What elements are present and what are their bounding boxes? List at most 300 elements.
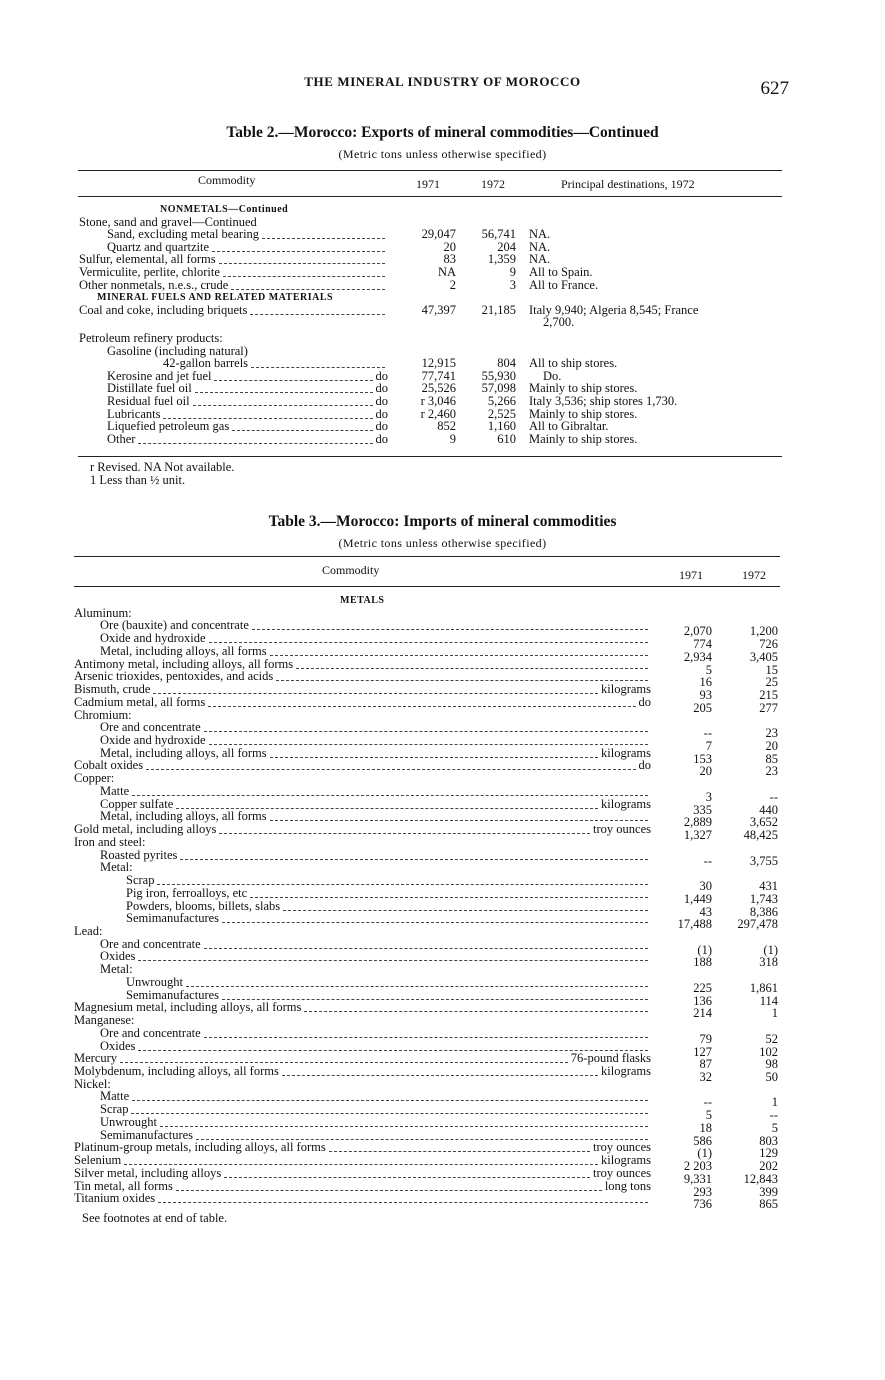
value-1971: 9 [449,431,456,446]
section-heading: NONMETALS—Continued [160,204,289,215]
row-label-text: Gasoline (including natural) [107,343,248,358]
value-1972: 8,386 [749,904,778,919]
value-1971: 2,889 [683,815,712,830]
row-unit: kilograms [601,682,651,697]
value-1972: 56,741 [481,227,516,242]
row-label [100,1103,651,1116]
row-label-text: Iron and steel: [74,834,146,849]
row-label-text: Titanium oxides [74,1191,156,1206]
value-1972: (1) [763,942,778,957]
table3-header-rule [74,586,780,587]
row-label-text: Tin metal, all forms [74,1178,173,1193]
row-label [74,1180,651,1193]
row-label [126,887,651,900]
principal-destination: NA. [529,239,551,254]
leader-dots [252,629,648,630]
row-unit: troy ounces [593,1165,651,1180]
principal-destination: NA. [529,252,551,267]
row-label-text: Metal: [100,962,133,977]
value-1972: 1 [771,1095,778,1110]
value-1972: 2,525 [487,406,516,421]
table2-header-commodity: Commodity [198,173,256,187]
leader-dots [132,795,648,796]
row-label-text: Unwrought [126,974,183,989]
principal-destination: Italy 3,536; ship stores 1,730. [529,394,678,408]
value-1971: 83 [443,252,456,267]
leader-dots [296,668,648,669]
principal-destination: All to Gibraltar. [529,419,609,434]
value-1972: 85 [765,751,778,766]
row-unit: do [375,381,388,396]
row-label-text: Metal, including alloys, all forms [100,809,267,824]
leader-dots [250,897,648,898]
leader-dots [138,443,372,444]
value-1971: 87 [699,1057,712,1072]
principal-destination: NA. [529,227,551,242]
row-label-text: Unwrought [100,1114,157,1129]
row-label-text: Semimanufactures [100,1127,194,1142]
row-label-text: Metal: [100,860,133,875]
section-heading: METALS [340,595,385,606]
value-1971: 3 [705,789,712,804]
value-1971: 586 [693,1133,712,1148]
leader-dots [276,680,648,681]
value-1972: -- [769,1108,778,1123]
row-unit: do [375,431,388,446]
value-1971: 5 [705,1108,712,1123]
row-label-text: Ore and concentrate [100,936,201,951]
leader-dots [138,960,648,961]
value-1971: 5 [705,662,712,677]
leader-dots [250,314,385,315]
value-1971: 18 [699,1120,712,1135]
row-label-text: 42-gallon barrels [163,356,249,371]
leader-dots [160,1126,648,1127]
leader-dots [204,731,648,732]
row-label-text: Copper sulfate [100,796,174,811]
value-1971: 214 [693,1006,712,1021]
value-1971: (1) [697,1146,712,1161]
row-label [100,950,651,963]
value-1972: 5,266 [487,394,516,408]
value-1972: 98 [765,1057,778,1072]
principal-destination: All to Spain. [529,265,593,279]
leader-dots [219,833,590,834]
row-unit: do [638,694,651,709]
value-1971: 43 [699,904,712,919]
row-unit: long tons [604,1178,651,1193]
table3-header-1971: 1971 [679,568,703,582]
row-label [107,433,388,446]
section-heading: MINERAL FUELS AND RELATED MATERIALS [97,292,334,304]
row-label-text: Oxide and hydroxide [100,733,206,748]
value-1971: 1,449 [683,891,712,906]
row-label-text: Vermiculite, perlite, chlorite [79,265,220,279]
row-label-text: Sulfur, elemental, all forms [79,252,216,267]
row-label [107,420,388,433]
leader-dots [222,922,648,923]
value-1972: 23 [765,764,778,779]
row-label-text: Silver metal, including alloys [74,1165,222,1180]
principal-destination: Italy 9,940; Algeria 8,545; France [529,302,699,317]
row-label-text: Bismuth, crude [74,682,151,697]
value-1972: 57,098 [481,381,516,396]
table-row [0,433,885,446]
row-label-text: Scrap [126,873,155,888]
table-row [0,279,885,292]
row-label-text: Aluminum: [74,605,132,620]
leader-dots [158,1202,648,1203]
table2-footnote-less-than: 1 Less than ½ unit. [90,473,186,487]
value-1972: 25 [765,675,778,690]
row-unit: kilograms [601,1153,651,1168]
row-label-text: Arsenic trioxides, pentoxides, and acids [74,669,274,684]
page-number: 627 [760,78,789,99]
row-label-text: Magnesium metal, including alloys, all forms [74,1000,302,1015]
value-1972: 1 [771,1006,778,1021]
principal-destination: All to France. [529,277,599,292]
row-label-text: Kerosine and jet fuel [107,368,212,383]
value-1972: 114 [759,993,778,1008]
value-1972: 129 [759,1146,778,1161]
leader-dots [329,1151,590,1152]
row-label-text: Liquefied petroleum gas [107,419,230,434]
leader-dots [224,1177,590,1178]
value-1971: 153 [693,751,712,766]
value-1971: (1) [697,942,712,957]
leader-dots [176,1190,602,1191]
principal-destination: All to ship stores. [529,356,618,371]
row-label [100,785,651,798]
row-label-text: Lead: [74,923,103,938]
table-row [0,836,885,849]
value-1971: 93 [699,688,712,703]
row-label-text: Petroleum refinery products: [79,331,223,345]
value-1972: 202 [759,1159,778,1174]
row-label-text: Sand, excluding metal bearing [107,227,260,242]
value-1971: 293 [693,1184,712,1199]
leader-dots [132,1100,648,1101]
table2-top-rule [78,170,782,171]
table-row [0,594,885,607]
leader-dots [282,1075,598,1076]
leader-dots [232,430,372,431]
row-label-text: Molybdenum, including alloys, all forms [74,1064,279,1078]
table2-header-rule [78,196,782,197]
row-label [100,1090,651,1103]
value-1972: 1,160 [487,419,516,434]
row-label-text: Roasted pyrites [100,847,178,862]
table3-header-commodity: Commodity [322,563,380,577]
value-1972: 318 [759,955,778,970]
principal-destination: 2,700. [543,315,575,330]
value-1971: 736 [693,1197,712,1212]
value-1972: 52 [765,1031,778,1046]
value-1972: 610 [497,431,516,446]
value-1971: 20 [699,764,712,779]
leader-dots [157,884,648,885]
value-1971: 7 [705,739,712,754]
value-1971: 77,741 [421,368,456,383]
row-label-text: Quartz and quartzite [107,239,210,254]
row-label [74,1192,651,1205]
value-1972: 55,930 [481,368,516,383]
value-1972: 1,861 [749,980,778,995]
value-1971: -- [703,726,712,741]
row-label [100,1027,651,1040]
row-label-text: Selenium [74,1153,122,1168]
value-1972: 399 [759,1184,778,1199]
value-1972: 50 [765,1070,778,1084]
value-1972: -- [769,789,778,804]
value-1971: 225 [693,980,712,995]
row-label [74,823,651,836]
leader-dots [204,948,648,949]
table2-title: Table 2.—Morocco: Exports of mineral commodities—Continued [226,124,659,141]
row-label-text: Semimanufactures [126,987,220,1002]
principal-destination: Mainly to ship stores. [529,431,638,446]
principal-destination: Mainly to ship stores. [529,381,638,396]
value-1971: 2,934 [683,649,712,664]
row-label [79,279,388,292]
value-1971: 9,331 [683,1171,712,1186]
principal-destination: Mainly to ship stores. [529,406,638,421]
value-1972: 102 [759,1044,778,1059]
value-1972: 3,405 [749,649,778,664]
row-label-text: Matte [100,1089,130,1104]
row-label-text: Antimony metal, including alloys, all forms [74,656,294,671]
row-label-text: Chromium: [74,707,132,722]
value-1971: 852 [437,419,456,434]
value-1971: 188 [693,955,712,970]
row-label-text: Oxide and hydroxide [100,631,206,646]
value-1971: 12,915 [421,356,456,371]
row-label-text: Residual fuel oil [107,394,190,408]
row-label [74,696,651,709]
value-1972: 15 [765,662,778,677]
value-1972: 3,755 [749,853,778,868]
value-1972: 204 [497,239,516,254]
value-1971: 25,526 [421,381,456,396]
value-1972: 5 [771,1120,778,1135]
value-1971: 774 [693,637,712,652]
row-label-text: Manganese: [74,1013,135,1028]
row-unit: troy ounces [593,822,651,837]
value-1971: 30 [699,879,712,894]
row-label-text: Distillate fuel oil [107,381,192,396]
row-label [74,925,102,938]
table2-footnote-revised: r Revised. NA Not available. [90,460,235,474]
value-1971: 2 [449,277,456,292]
row-label-text: Other [107,431,136,446]
value-1971: r 3,046 [420,394,456,408]
value-1971: 32 [699,1070,712,1084]
value-1972: 9 [509,265,516,279]
value-1972: 1,200 [749,624,778,639]
row-label-text: Other nonmetals, n.e.s., crude [79,277,229,292]
table2-header-destinations: Principal destinations, 1972 [561,177,695,191]
value-1971: 127 [693,1044,712,1059]
row-label [100,1040,651,1053]
row-label-text: Powders, blooms, billets, slabs [126,898,281,913]
value-1971: 47,397 [421,302,456,317]
leader-dots [193,405,373,406]
value-1971: 79 [699,1031,712,1046]
value-1972: 48,425 [743,828,778,843]
leader-dots [204,1037,648,1038]
row-label-text: Ore and concentrate [100,1025,201,1040]
row-label [74,1141,651,1154]
table-row [0,1078,885,1091]
row-label [100,645,651,658]
row-label-text: Copper: [74,771,115,786]
table-row [0,304,885,317]
row-unit: do [638,758,651,773]
table2-header-1971: 1971 [416,177,440,191]
value-1972: 20 [765,739,778,754]
row-label [100,747,651,760]
table-row [0,772,885,785]
row-unit: 76-pound flasks [570,1051,651,1066]
table2-subtitle: (Metric tons unless otherwise specified) [338,147,547,161]
value-1971: 205 [693,700,712,715]
leader-dots [209,642,648,643]
leader-dots [270,757,598,758]
row-label-text: Lubricants [107,406,161,421]
leader-dots [153,693,598,694]
leader-dots [131,1113,648,1114]
leader-dots [186,986,648,987]
leader-dots [304,1011,648,1012]
leader-dots [231,289,385,290]
leader-dots [270,820,648,821]
value-1972: 21,185 [481,302,516,317]
row-label-text: Scrap [100,1102,129,1117]
value-1972: 726 [759,637,778,652]
leader-dots [251,367,385,368]
table3-title: Table 3.—Morocco: Imports of mineral commodities [268,513,617,530]
row-unit: do [375,394,388,408]
leader-dots [212,251,385,252]
row-label-text: Pig iron, ferroalloys, etc [126,885,248,900]
row-label-text: Matte [100,783,130,798]
row-label [126,912,651,925]
row-label-text: Metal, including alloys, all forms [100,745,267,760]
leader-dots [209,744,648,745]
row-label [74,670,651,683]
value-1971: -- [703,853,712,868]
table3-top-rule [74,556,780,557]
table3-footnote: See footnotes at end of table. [82,1211,228,1225]
value-1972: 440 [759,802,778,817]
row-label [74,1065,651,1078]
row-label-text: Mercury [74,1051,118,1066]
value-1971: 17,488 [677,917,712,932]
principal-destination: Do. [543,368,562,383]
value-1971: -- [703,1095,712,1110]
value-1971: 2 203 [683,1159,712,1174]
value-1972: 804 [497,356,516,371]
row-label-text: Ore and concentrate [100,720,201,735]
leader-dots [214,380,372,381]
row-label-text: Semimanufactures [126,911,220,926]
row-label-text: Oxides [100,1038,136,1053]
row-label [126,976,651,989]
leader-dots [124,1164,598,1165]
value-1972: 23 [765,726,778,741]
value-1971: 29,047 [421,227,456,242]
table-row [0,316,885,329]
leader-dots [208,706,635,707]
value-1972: 215 [759,688,778,703]
row-label [74,1167,651,1180]
value-1971: 20 [443,239,456,254]
value-1971: 335 [693,802,712,817]
leader-dots [146,769,635,770]
row-label [74,836,146,849]
value-1972: 865 [759,1197,778,1212]
row-label [74,759,651,772]
row-label-text: Ore (bauxite) and concentrate [100,618,249,633]
value-1972: 12,843 [743,1171,778,1186]
table3-header-1972: 1972 [742,568,766,582]
row-unit: do [375,419,388,434]
leader-dots [283,910,648,911]
value-1972: 3,652 [749,815,778,830]
row-unit: kilograms [601,796,651,811]
row-label [79,304,388,317]
table2-bottom-rule [78,456,782,457]
leader-dots [180,859,648,860]
value-1971: NA [437,265,456,279]
row-label-text: Gold metal, including alloys [74,822,217,837]
value-1972: 431 [759,879,778,894]
leader-dots [195,392,373,393]
value-1972: 3 [509,277,516,292]
leader-dots [262,238,385,239]
row-label [100,1116,651,1129]
value-1972: 277 [759,700,778,715]
row-label-text: Nickel: [74,1076,111,1091]
row-label-text: Coal and coke, including briquets [79,302,248,317]
value-1971: 136 [693,993,712,1008]
row-label-text: Cobalt oxides [74,758,144,773]
row-unit: do [375,368,388,383]
value-1972: 803 [759,1133,778,1148]
row-label-text: Platinum-group metals, including alloys, all forms [74,1140,326,1155]
row-label [74,1001,651,1014]
leader-dots [223,276,385,277]
row-label [100,938,651,951]
running-head: THE MINERAL INDUSTRY OF MOROCCO [304,74,581,89]
row-unit: do [375,406,388,421]
row-label-text: Stone, sand and gravel—Continued [79,214,257,229]
row-unit: kilograms [601,1064,651,1078]
value-1972: 297,478 [737,917,778,932]
value-1971: r 2,460 [420,406,456,421]
value-1971: 1,327 [683,828,712,843]
table2-header-1972: 1972 [481,177,505,191]
value-1972: 1,743 [749,891,778,906]
row-label-text: Oxides [100,949,136,964]
row-unit: kilograms [601,745,651,760]
leader-dots [219,263,385,264]
row-unit: troy ounces [593,1140,651,1155]
table3-subtitle: (Metric tons unless otherwise specified) [338,536,547,550]
value-1972: 1,359 [487,252,516,267]
row-label-text: Cadmium metal, all forms [74,694,206,709]
value-1971: 2,070 [683,624,712,639]
